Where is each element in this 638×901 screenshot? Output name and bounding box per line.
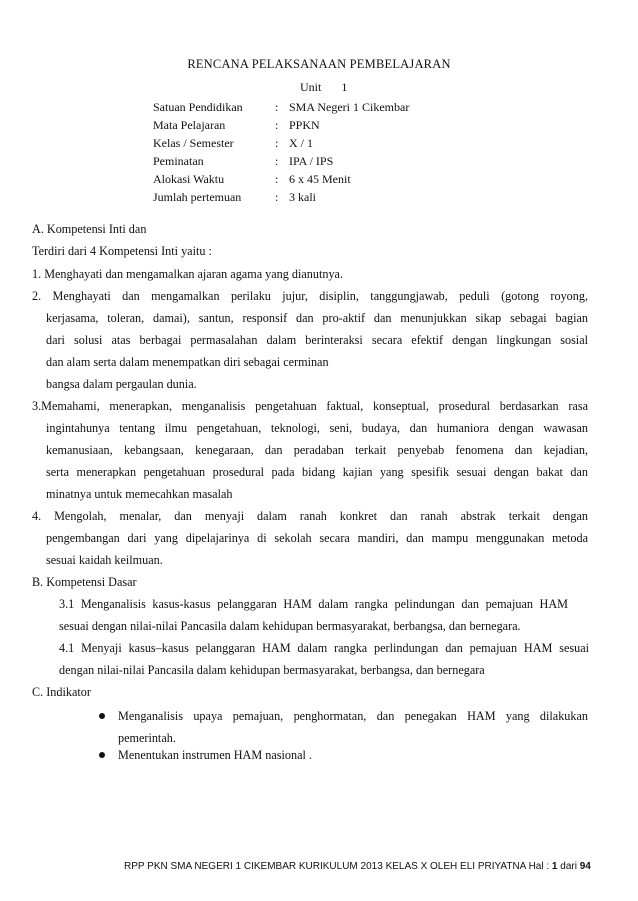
ki-2-line: dan alam serta dalam menempatkan diri sebagai cerminan	[46, 355, 329, 369]
ki-2-line: bangsa dalam pergaulan dunia.	[46, 377, 197, 391]
ki-4-line: 4. Mengolah, menalar, dan menyaji dalam ranah konkret dan ranah abstrak terkait dengan	[32, 509, 588, 523]
info-colon: :	[275, 154, 279, 168]
info-colon: :	[275, 190, 279, 204]
unit-value: 1	[341, 80, 348, 94]
info-colon: :	[275, 136, 279, 150]
info-value: IPA / IPS	[289, 154, 334, 168]
unit-line	[300, 80, 347, 95]
info-row	[153, 116, 409, 134]
ki-3-line: kemanusiaan, kebangsaan, kenegaraan, dan peradaban terkait penyebab fenomena dan kejadian,	[46, 443, 588, 457]
info-row	[153, 170, 409, 188]
section-a-heading: A. Kompetensi Inti dan	[32, 222, 147, 236]
ki-2-line: kerjasama, toleran, damai), santun, responsif dan pro-aktif dan menunjukkan sikap sebagai bagian	[46, 311, 588, 325]
footer-of: dari	[557, 861, 580, 872]
kd-4-1-line: dengan nilai-nilai Pancasila dalam kehidupan bermasyarakat, berbangsa, dan bernegara	[59, 663, 485, 677]
kd-3-1-line: 3.1 Menganalisis kasus-kasus pelanggaran HAM dalam rangka pelindungan dan pemajuan HAM	[59, 597, 568, 611]
kd-3-1-line: sesuai dengan nilai-nilai Pancasila dalam kehidupan bermasyarakat, berbangsa, dan bernegara.	[59, 619, 521, 633]
indicator-item: Menentukan instrumen HAM nasional .	[118, 748, 312, 762]
info-key: Alokasi Waktu	[153, 172, 225, 186]
document-title: RENCANA PELAKSANAAN PEMBELAJARAN	[187, 57, 451, 71]
info-row	[153, 188, 409, 206]
ki-3-line: ingintahunya tentang ilmu pengetahuan, teknologi, seni, budaya, dan humaniora dengan wawasan	[46, 421, 588, 435]
info-value: SMA Negeri 1 Cikembar	[289, 100, 410, 114]
info-colon: :	[275, 100, 279, 114]
info-value: 6 x 45 Menit	[289, 172, 351, 186]
ki-1: 1. Menghayati dan mengamalkan ajaran agama yang dianutnya.	[32, 267, 344, 281]
ki-2-line: 2. Menghayati dan mengamalkan perilaku jujur, disiplin, tanggungjawab, peduli (gotong royong,	[32, 289, 588, 303]
footer-text: RPP PKN SMA NEGERI 1 CIKEMBAR KURIKULUM 2013 KELAS X OLEH ELI PRIYATNA Hal :	[124, 861, 552, 872]
section-a-intro: Terdiri dari 4 Kompetensi Inti yaitu :	[32, 244, 212, 258]
ki-3-line: minatnya untuk memecahkan masalah	[46, 487, 233, 501]
info-key: Jumlah pertemuan	[153, 190, 242, 204]
info-colon: :	[275, 172, 279, 186]
info-value: 3 kali	[289, 190, 316, 204]
ki-4-line: pengembangan dari yang dipelajarinya di sekolah secara mandiri, dan mampu menggunakan metoda	[46, 531, 588, 545]
info-row	[153, 98, 409, 116]
info-value: X / 1	[289, 136, 313, 150]
footer-page-total: 94	[579, 861, 591, 872]
section-b-heading: B. Kompetensi Dasar	[32, 575, 137, 589]
info-row	[153, 152, 409, 170]
info-key: Peminatan	[153, 154, 204, 168]
info-key: Satuan Pendidikan	[153, 100, 243, 114]
info-key: Kelas / Semester	[153, 136, 234, 150]
info-colon: :	[275, 118, 279, 132]
ki-3-line: serta menerapkan pengetahuan prosedural pada bidang kajian yang spesifik sesuai dengan bakat dan	[46, 465, 588, 479]
page-footer	[124, 861, 591, 872]
bullet-icon	[99, 752, 105, 758]
info-key: Mata Pelajaran	[153, 118, 226, 132]
info-value: PPKN	[289, 118, 320, 132]
bullet-icon	[99, 713, 105, 719]
identity-table	[153, 98, 409, 206]
section-c-heading: C. Indikator	[32, 685, 91, 699]
info-row	[153, 134, 409, 152]
footer-page-number: 1	[551, 861, 558, 872]
kd-4-1-line: 4.1 Menyaji kasus–kasus pelanggaran HAM dalam rangka perlindungan dan pemajuan HAM sesuai	[59, 641, 589, 655]
indicator-item: Menganalisis upaya pemajuan, penghormatan, dan penegakan HAM yang dilakukan	[118, 709, 588, 723]
ki-2-line: dari solusi atas berbagai permasalahan dalam berinteraksi secara efektif dengan lingkungan sosial	[46, 333, 588, 347]
indicator-item-continued: pemerintah.	[118, 731, 176, 745]
ki-4-line: sesuai kaidah keilmuan.	[46, 553, 163, 567]
ki-3-line: 3.Memahami, menerapkan, menganalisis pengetahuan faktual, konseptual, prosedural berdasarkan rasa	[32, 399, 588, 413]
unit-label: Unit	[300, 80, 322, 94]
